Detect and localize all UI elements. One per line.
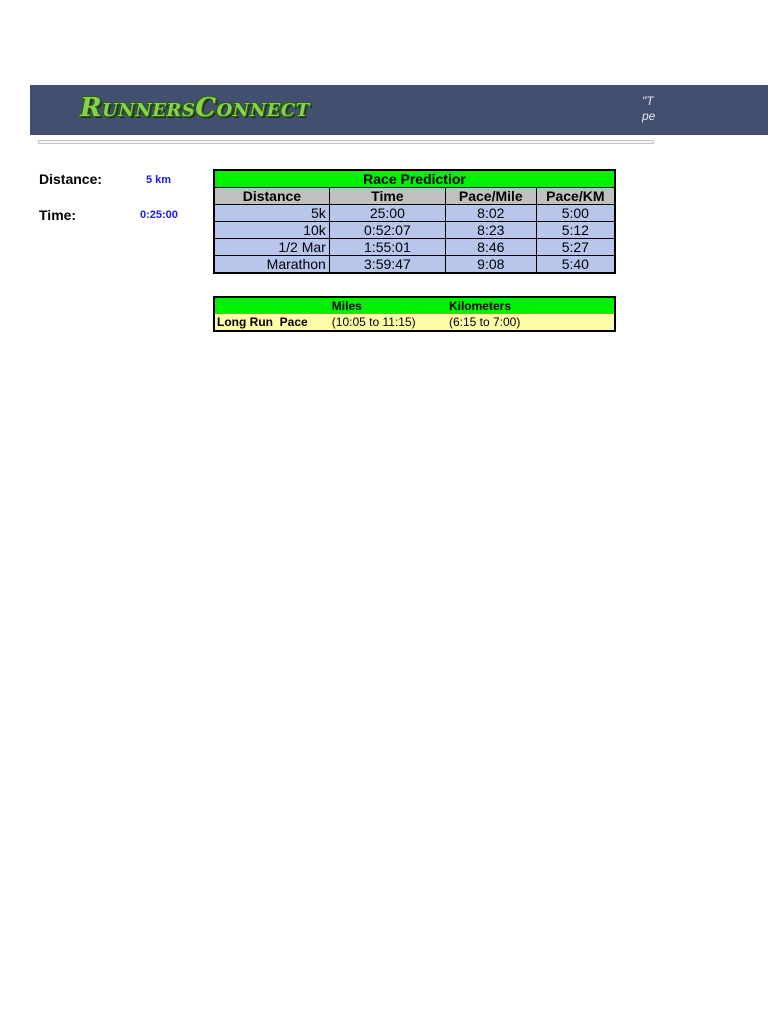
row-pace-km: 5:40 — [536, 256, 615, 274]
row-time: 0:52:07 — [329, 222, 445, 239]
runnersconnect-logo[interactable]: RunnersConnect — [80, 93, 310, 123]
quote-line-2: pe — [642, 109, 656, 123]
row-pace-mile: 9:08 — [445, 256, 536, 274]
row-pace-km: 5:12 — [536, 222, 615, 239]
row-pace-mile: 8:02 — [445, 205, 536, 222]
table-row — [214, 222, 615, 239]
race-predictor-table — [213, 169, 616, 274]
table-row — [214, 205, 615, 222]
row-time: 3:59:47 — [329, 256, 445, 274]
column-header-pace-km: Pace/KM — [536, 188, 615, 205]
time-label: Time: — [39, 207, 77, 223]
distance-input[interactable]: 5 km — [146, 174, 172, 186]
pace-header-kilometers: Kilometers — [447, 297, 596, 314]
row-distance: 10k — [214, 222, 329, 239]
table-row — [214, 239, 615, 256]
banner-divider — [38, 140, 654, 144]
pace-header-miles: Miles — [330, 297, 447, 314]
row-time: 25:00 — [329, 205, 445, 222]
training-pace-table — [213, 296, 616, 332]
column-header-distance: Distance — [214, 188, 329, 205]
quote-line-1: "T — [642, 94, 654, 108]
row-pace-km: 5:00 — [536, 205, 615, 222]
distance-label: Distance: — [39, 171, 103, 187]
row-distance: 1/2 Mar — [214, 239, 329, 256]
row-distance: 5k — [214, 205, 329, 222]
row-pace-km: 5:27 — [536, 239, 615, 256]
column-header-pace-mile: Pace/Mile — [445, 188, 536, 205]
table-row — [214, 314, 615, 331]
row-distance: Marathon — [214, 256, 329, 274]
pace-header-extra — [596, 297, 615, 314]
row-pace-mile: 8:23 — [445, 222, 536, 239]
row-pace-mile: 8:46 — [445, 239, 536, 256]
race-predictor-title: Race Predictior — [214, 170, 615, 188]
pace-row-extra — [596, 314, 615, 331]
pace-header-blank — [214, 297, 330, 314]
time-input[interactable]: 0:25:00 — [140, 209, 178, 221]
banner-quote — [642, 94, 656, 124]
column-header-time: Time — [329, 188, 445, 205]
table-row — [214, 256, 615, 274]
pace-row-label: Long Run Pace — [214, 314, 330, 331]
pace-row-kilometers: (6:15 to 7:00) — [447, 314, 596, 331]
header-banner — [30, 85, 768, 135]
row-time: 1:55:01 — [329, 239, 445, 256]
pace-row-miles: (10:05 to 11:15) — [330, 314, 447, 331]
